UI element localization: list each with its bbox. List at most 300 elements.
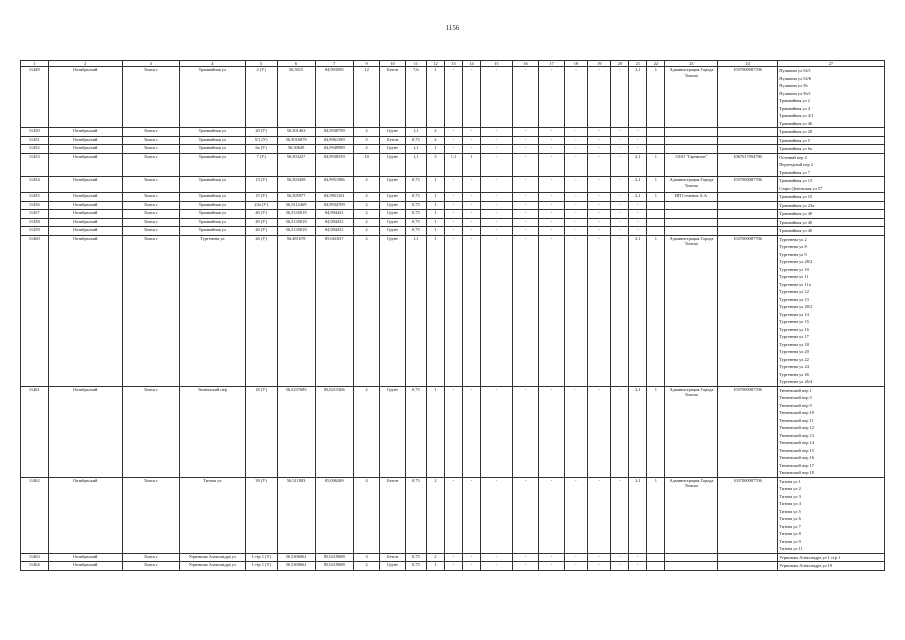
cell-city: Томск г xyxy=(122,201,179,210)
address-line: Тургенева ул 17 xyxy=(779,334,809,339)
address-line: Титова ул 7 xyxy=(779,523,801,529)
cell-district: Октябрьский xyxy=(48,145,122,154)
table-row xyxy=(21,210,885,219)
cell-street: Трамвайная ул xyxy=(180,136,246,145)
cell-lon: 84,993595 xyxy=(315,67,353,128)
cell-c16: - xyxy=(512,227,539,236)
cell-c15: - xyxy=(481,193,513,202)
address-line: Тургенева ул 10 xyxy=(779,266,809,272)
cell-id: 11452 xyxy=(21,145,49,154)
cell-city: Томск г xyxy=(122,210,179,219)
cell-district: Октябрьский xyxy=(48,553,122,562)
cell-house: 40 (У) xyxy=(245,210,277,219)
address-line: Тургенева ул 28/2 xyxy=(779,259,813,264)
address-line: Тюменский пер 11 xyxy=(779,417,814,423)
cell-street: Тургенева ул xyxy=(180,235,246,386)
cell-c14: 1 xyxy=(462,153,480,177)
cell-c19: - xyxy=(588,136,611,145)
cell-addresses xyxy=(777,477,884,553)
cell-c17: - xyxy=(539,201,564,210)
cell-c11: 1,1 xyxy=(405,145,426,154)
table-body xyxy=(21,67,885,571)
cell-c12: 1 xyxy=(426,201,444,210)
address-line: Тюменский пер 16 xyxy=(779,455,814,460)
cell-c11: 0,75 xyxy=(405,136,426,145)
cell-city: Томск г xyxy=(122,386,179,477)
address-line: Трамвайная ул 15 xyxy=(779,194,813,199)
cell-lon: 84,994431 xyxy=(315,218,353,227)
cell-c12: 2 xyxy=(426,553,444,562)
cell-id: 11464 xyxy=(21,562,49,571)
cell-house: 15 (У) xyxy=(245,193,277,202)
cell-surface: Грунт xyxy=(380,562,405,571)
cell-owner: ИП Семенов А.А. xyxy=(665,193,718,202)
cell-street: Трамвайная ул xyxy=(180,210,246,219)
cell-lat: 56,511883 xyxy=(277,477,315,553)
cell-c22: 1 xyxy=(647,477,665,553)
cell-c22: 1 xyxy=(647,177,665,193)
cell-c13: - xyxy=(444,218,462,227)
cell-c21: - xyxy=(629,553,647,562)
cell-c20: - xyxy=(611,562,629,571)
cell-city: Томск г xyxy=(122,67,179,128)
cell-c14: - xyxy=(462,67,480,128)
cell-owner xyxy=(665,553,718,562)
cell-c9: 2 xyxy=(353,128,380,137)
cell-c17: - xyxy=(539,128,564,137)
address-line: Тургенева ул 16 xyxy=(779,326,809,332)
cell-id: 11462 xyxy=(21,477,49,553)
cell-street: Трамвайная ул xyxy=(180,145,246,154)
cell-c16: - xyxy=(512,562,539,571)
cell-district: Октябрьский xyxy=(48,193,122,202)
cell-surface: Грунт xyxy=(380,128,405,137)
cell-c12: 1 xyxy=(426,562,444,571)
cell-c19: - xyxy=(588,153,611,177)
cell-c12: 1 xyxy=(426,227,444,236)
column-number: 9 xyxy=(353,61,380,67)
cell-city: Томск г xyxy=(122,136,179,145)
cell-c22: 1 xyxy=(647,153,665,177)
cell-addresses xyxy=(777,562,884,571)
table-row xyxy=(21,201,885,210)
cell-c14: - xyxy=(462,145,480,154)
cell-c13: - xyxy=(444,145,462,154)
cell-c16: - xyxy=(512,177,539,193)
cell-city: Томск г xyxy=(122,153,179,177)
cell-c20: - xyxy=(611,227,629,236)
cell-surface: Грунт xyxy=(380,201,405,210)
cell-ogrn xyxy=(718,562,777,571)
cell-c12: 2 xyxy=(426,128,444,137)
cell-c21: - xyxy=(629,218,647,227)
address-line: Тургенева ул 14 xyxy=(779,311,809,317)
cell-c12: 1 xyxy=(426,67,444,128)
column-number: 16 xyxy=(512,61,539,67)
cell-c18: - xyxy=(564,145,587,154)
cell-c11: 0,75 xyxy=(405,553,426,562)
cell-owner xyxy=(665,128,718,137)
column-number: 12 xyxy=(426,61,444,67)
column-number: 1 xyxy=(21,61,49,67)
cell-lat: 56,50649 xyxy=(277,145,315,154)
cell-c15: - xyxy=(481,136,513,145)
address-line: Трамвайная ул 13 xyxy=(779,178,813,183)
cell-house: 23а (У) xyxy=(245,201,277,210)
cell-c15: - xyxy=(481,386,513,477)
cell-c18: - xyxy=(564,218,587,227)
cell-c13: - xyxy=(444,477,462,553)
cell-c19: - xyxy=(588,553,611,562)
column-number: 13 xyxy=(444,61,462,67)
cell-c16: - xyxy=(512,128,539,137)
cell-city: Томск г xyxy=(122,477,179,553)
cell-street: Угрюмова Александра ул xyxy=(180,553,246,562)
column-number: 2 xyxy=(48,61,122,67)
cell-c16: - xyxy=(512,553,539,562)
cell-c18: - xyxy=(564,210,587,219)
cell-c9: 2 xyxy=(353,201,380,210)
cell-c21: 2,1 xyxy=(629,153,647,177)
cell-c13: - xyxy=(444,193,462,202)
cell-street: Титова ул xyxy=(180,477,246,553)
cell-c14: - xyxy=(462,235,480,386)
cell-district: Октябрьский xyxy=(48,128,122,137)
cell-addresses xyxy=(777,153,884,177)
cell-house: 2 (У) xyxy=(245,67,277,128)
address-line: Трамвайная ул 6а xyxy=(779,146,812,151)
cell-c20: - xyxy=(611,553,629,562)
cell-ogrn: 1067017094780 xyxy=(718,153,777,177)
cell-id: 11460 xyxy=(21,235,49,386)
address-line: Тюменский пер 15 xyxy=(779,447,814,453)
cell-c22 xyxy=(647,562,665,571)
cell-c9: 2 xyxy=(353,210,380,219)
cell-street: Тюменский пер xyxy=(180,386,246,477)
cell-house: 1 стр 1 (У) xyxy=(245,562,277,571)
cell-c9: 4 xyxy=(353,477,380,553)
cell-c11: 1,1 xyxy=(405,153,426,177)
cell-c15: - xyxy=(481,553,513,562)
cell-c19: - xyxy=(588,67,611,128)
cell-owner xyxy=(665,136,718,145)
cell-lat: 56,5135019 xyxy=(277,218,315,227)
address-line: Пушкина ул 54/6 xyxy=(779,75,811,81)
cell-c17: - xyxy=(539,227,564,236)
cell-c18: - xyxy=(564,128,587,137)
cell-district: Октябрьский xyxy=(48,235,122,386)
cell-district: Октябрьский xyxy=(48,67,122,128)
cell-lat: 56,5306061 xyxy=(277,553,315,562)
cell-c18: - xyxy=(564,562,587,571)
cell-c19: - xyxy=(588,218,611,227)
column-number: 10 xyxy=(380,61,405,67)
cell-c16: - xyxy=(512,153,539,177)
cell-c11: 0,75 xyxy=(405,177,426,193)
cell-district: Октябрьский xyxy=(48,153,122,177)
cell-house: 26 (У) xyxy=(245,235,277,386)
cell-owner xyxy=(665,210,718,219)
cell-c22 xyxy=(647,227,665,236)
cell-lon: 85,0219688 xyxy=(315,553,353,562)
cell-c16: - xyxy=(512,201,539,210)
cell-addresses xyxy=(777,177,884,193)
cell-owner: ООО "Гарнизон" xyxy=(665,153,718,177)
cell-c18: - xyxy=(564,227,587,236)
address-line: Трамвайная ул 40 xyxy=(779,228,813,233)
column-number: 23 xyxy=(665,61,718,67)
cell-c20: - xyxy=(611,210,629,219)
cell-addresses xyxy=(777,386,884,477)
cell-lon: 85,0219688 xyxy=(315,562,353,571)
address-line: Тургенева ул 15 xyxy=(779,319,809,324)
cell-c17: - xyxy=(539,210,564,219)
cell-c17: - xyxy=(539,477,564,553)
cell-c21: - xyxy=(629,227,647,236)
cell-lat: 56,503227 xyxy=(277,153,315,177)
cell-c16: - xyxy=(512,67,539,128)
cell-house: 7 (У) xyxy=(245,153,277,177)
address-line: Титова ул 6 xyxy=(779,516,801,521)
cell-c20: - xyxy=(611,235,629,386)
cell-c17: - xyxy=(539,386,564,477)
cell-c17: - xyxy=(539,153,564,177)
cell-c13: - xyxy=(444,201,462,210)
cell-c13: - xyxy=(444,562,462,571)
cell-addresses xyxy=(777,210,884,219)
cell-street: Трамвайная ул xyxy=(180,218,246,227)
cell-surface: Грунт xyxy=(380,386,405,477)
table-row xyxy=(21,128,885,137)
cell-c15: - xyxy=(481,153,513,177)
cell-lon: 84,9951161 xyxy=(315,193,353,202)
cell-lon: 84,9949989 xyxy=(315,145,353,154)
address-line: Пушкина ул 54/1 xyxy=(779,68,811,73)
table-row xyxy=(21,235,885,386)
cell-surface: Грунт xyxy=(380,193,405,202)
table-row xyxy=(21,227,885,236)
column-number: 4 xyxy=(180,61,246,67)
cell-c12: 1 xyxy=(426,145,444,154)
cell-c17: - xyxy=(539,562,564,571)
cell-district: Октябрьский xyxy=(48,136,122,145)
table-row xyxy=(21,136,885,145)
cell-addresses xyxy=(777,218,884,227)
cell-ogrn xyxy=(718,201,777,210)
cell-c9: 2 xyxy=(353,145,380,154)
cell-c14: - xyxy=(462,227,480,236)
cell-c16: - xyxy=(512,210,539,219)
cell-house: 20 (У) xyxy=(245,128,277,137)
cell-c14: - xyxy=(462,210,480,219)
cell-c22 xyxy=(647,128,665,137)
address-line: Тюменский пер 1 xyxy=(779,387,812,393)
table-row xyxy=(21,553,885,562)
cell-house: 49 (У) xyxy=(245,218,277,227)
cell-c13: - xyxy=(444,210,462,219)
cell-c18: - xyxy=(564,386,587,477)
cell-owner xyxy=(665,145,718,154)
cell-addresses xyxy=(777,553,884,562)
cell-c19: - xyxy=(588,227,611,236)
cell-lon: 84,9938799 xyxy=(315,128,353,137)
cell-c14: - xyxy=(462,193,480,202)
cell-lon: 84,9961389 xyxy=(315,136,353,145)
column-number: 5 xyxy=(245,61,277,67)
address-line: Титова ул 11 xyxy=(779,546,803,551)
column-number: 11 xyxy=(405,61,426,67)
address-line: Трамвайная ул 40 xyxy=(779,219,813,225)
cell-lat: 56,501463 xyxy=(277,128,315,137)
cell-lat: 56,5300661 xyxy=(277,562,315,571)
cell-ogrn: 1037000087706 xyxy=(718,235,777,386)
address-line: Трамвайная ул 40 xyxy=(779,211,813,216)
cell-c20: - xyxy=(611,67,629,128)
cell-ogrn xyxy=(718,218,777,227)
cell-lon: 84,994431 xyxy=(315,210,353,219)
address-line: Титова ул 8 xyxy=(779,531,801,536)
cell-owner: Администрация Города Томска xyxy=(665,477,718,553)
cell-surface: Бетон xyxy=(380,67,405,128)
cell-c20: - xyxy=(611,386,629,477)
cell-house: 18 (У) xyxy=(245,386,277,477)
cell-lat: 56,481678 xyxy=(277,235,315,386)
cell-c9: 2 xyxy=(353,193,380,202)
cell-id: 11455 xyxy=(21,193,49,202)
registry-table xyxy=(20,60,885,571)
cell-c20: - xyxy=(611,218,629,227)
cell-c18: - xyxy=(564,477,587,553)
table-row xyxy=(21,153,885,177)
address-line: Тургенева ул 26 xyxy=(779,371,809,377)
address-line: Тургенева ул 12 xyxy=(779,289,809,294)
cell-city: Томск г xyxy=(122,562,179,571)
cell-city: Томск г xyxy=(122,227,179,236)
cell-lon: 84,9934709 xyxy=(315,201,353,210)
cell-c13: - xyxy=(444,386,462,477)
cell-c13: - xyxy=(444,553,462,562)
table-row xyxy=(21,67,885,128)
cell-c17: - xyxy=(539,136,564,145)
cell-c12: 2 xyxy=(426,136,444,145)
cell-surface: Грунт xyxy=(380,235,405,386)
cell-c20: - xyxy=(611,145,629,154)
cell-lon: 85,006269 xyxy=(315,477,353,553)
cell-c22 xyxy=(647,218,665,227)
cell-addresses xyxy=(777,201,884,210)
address-line: Трамвайная ул 5 xyxy=(779,137,810,143)
cell-c21: 2,1 xyxy=(629,235,647,386)
cell-c17: - xyxy=(539,218,564,227)
cell-ogrn xyxy=(718,553,777,562)
cell-street: Трамвайная ул xyxy=(180,128,246,137)
cell-c20: - xyxy=(611,177,629,193)
cell-owner: Администрация Города Томска xyxy=(665,235,718,386)
cell-c17: - xyxy=(539,177,564,193)
address-line: Угрюмова Александра ул 19 xyxy=(779,563,833,568)
cell-lon: 84,9951986 xyxy=(315,177,353,193)
cell-street: Трамвайная ул xyxy=(180,227,246,236)
cell-c13: - xyxy=(444,67,462,128)
address-line: Тургенева ул 11а xyxy=(779,281,811,287)
address-line: Тюменский пер 3 xyxy=(779,395,812,400)
cell-id: 11459 xyxy=(21,227,49,236)
address-line: Тургенева ул 9 xyxy=(779,251,807,257)
address-line: Титова ул 3 xyxy=(779,493,801,499)
cell-c15: - xyxy=(481,218,513,227)
cell-c18: - xyxy=(564,67,587,128)
address-line: Тургенева ул 24 xyxy=(779,364,809,369)
table-row xyxy=(21,193,885,202)
cell-c14: - xyxy=(462,553,480,562)
cell-c11: 0,75 xyxy=(405,227,426,236)
cell-lon: 85,0215366 xyxy=(315,386,353,477)
address-line: Осенний пер 2 xyxy=(779,154,807,160)
cell-surface: Грунт xyxy=(380,210,405,219)
cell-city: Томск г xyxy=(122,145,179,154)
cell-c21: 2,1 xyxy=(629,477,647,553)
cell-c20: - xyxy=(611,193,629,202)
cell-lat: 56,503458 xyxy=(277,177,315,193)
column-number: 6 xyxy=(277,61,315,67)
cell-id: 11449 xyxy=(21,67,49,128)
cell-id: 11451 xyxy=(21,136,49,145)
column-number: 24 xyxy=(718,61,777,67)
cell-district: Октябрьский xyxy=(48,227,122,236)
cell-c22: 1 xyxy=(647,67,665,128)
cell-c14: - xyxy=(462,177,480,193)
cell-c12: 1 xyxy=(426,235,444,386)
cell-id: 11453 xyxy=(21,153,49,177)
cell-c11: 0,75 xyxy=(405,210,426,219)
cell-surface: Грунт xyxy=(380,177,405,193)
cell-district: Октябрьский xyxy=(48,177,122,193)
address-line: Пушкина ул 56 xyxy=(779,83,808,88)
cell-district: Октябрьский xyxy=(48,210,122,219)
cell-house: 5/1 (У) xyxy=(245,136,277,145)
cell-owner xyxy=(665,227,718,236)
address-line: Трамвайная ул 4 xyxy=(779,105,810,111)
address-line: Тюменский пер 14 xyxy=(779,440,814,445)
cell-c13: 1,1 xyxy=(444,153,462,177)
address-line: Тюменский пер 13 xyxy=(779,432,814,438)
cell-lat: 56,5016079 xyxy=(277,136,315,145)
cell-house: 40 (У) xyxy=(245,227,277,236)
cell-c12: 1 xyxy=(426,218,444,227)
cell-addresses xyxy=(777,136,884,145)
cell-c16: - xyxy=(512,477,539,553)
cell-c11: 1,1 xyxy=(405,128,426,137)
cell-city: Томск г xyxy=(122,177,179,193)
cell-c13: - xyxy=(444,227,462,236)
cell-addresses xyxy=(777,145,884,154)
cell-house: 6а (У) xyxy=(245,145,277,154)
cell-street: Трамвайная ул xyxy=(180,177,246,193)
cell-c21: - xyxy=(629,128,647,137)
table-row xyxy=(21,177,885,193)
cell-house: 39 (У) xyxy=(245,477,277,553)
cell-c9: 2 xyxy=(353,218,380,227)
cell-c15: - xyxy=(481,235,513,386)
cell-c12: 1 xyxy=(426,210,444,219)
address-line: Трамвайная ул 2 xyxy=(779,98,810,103)
cell-c11: 7,6 xyxy=(405,67,426,128)
cell-c14: - xyxy=(462,562,480,571)
column-number: 15 xyxy=(481,61,513,67)
cell-surface: Грунт xyxy=(380,145,405,154)
cell-c21: 2,1 xyxy=(629,67,647,128)
cell-c19: - xyxy=(588,177,611,193)
